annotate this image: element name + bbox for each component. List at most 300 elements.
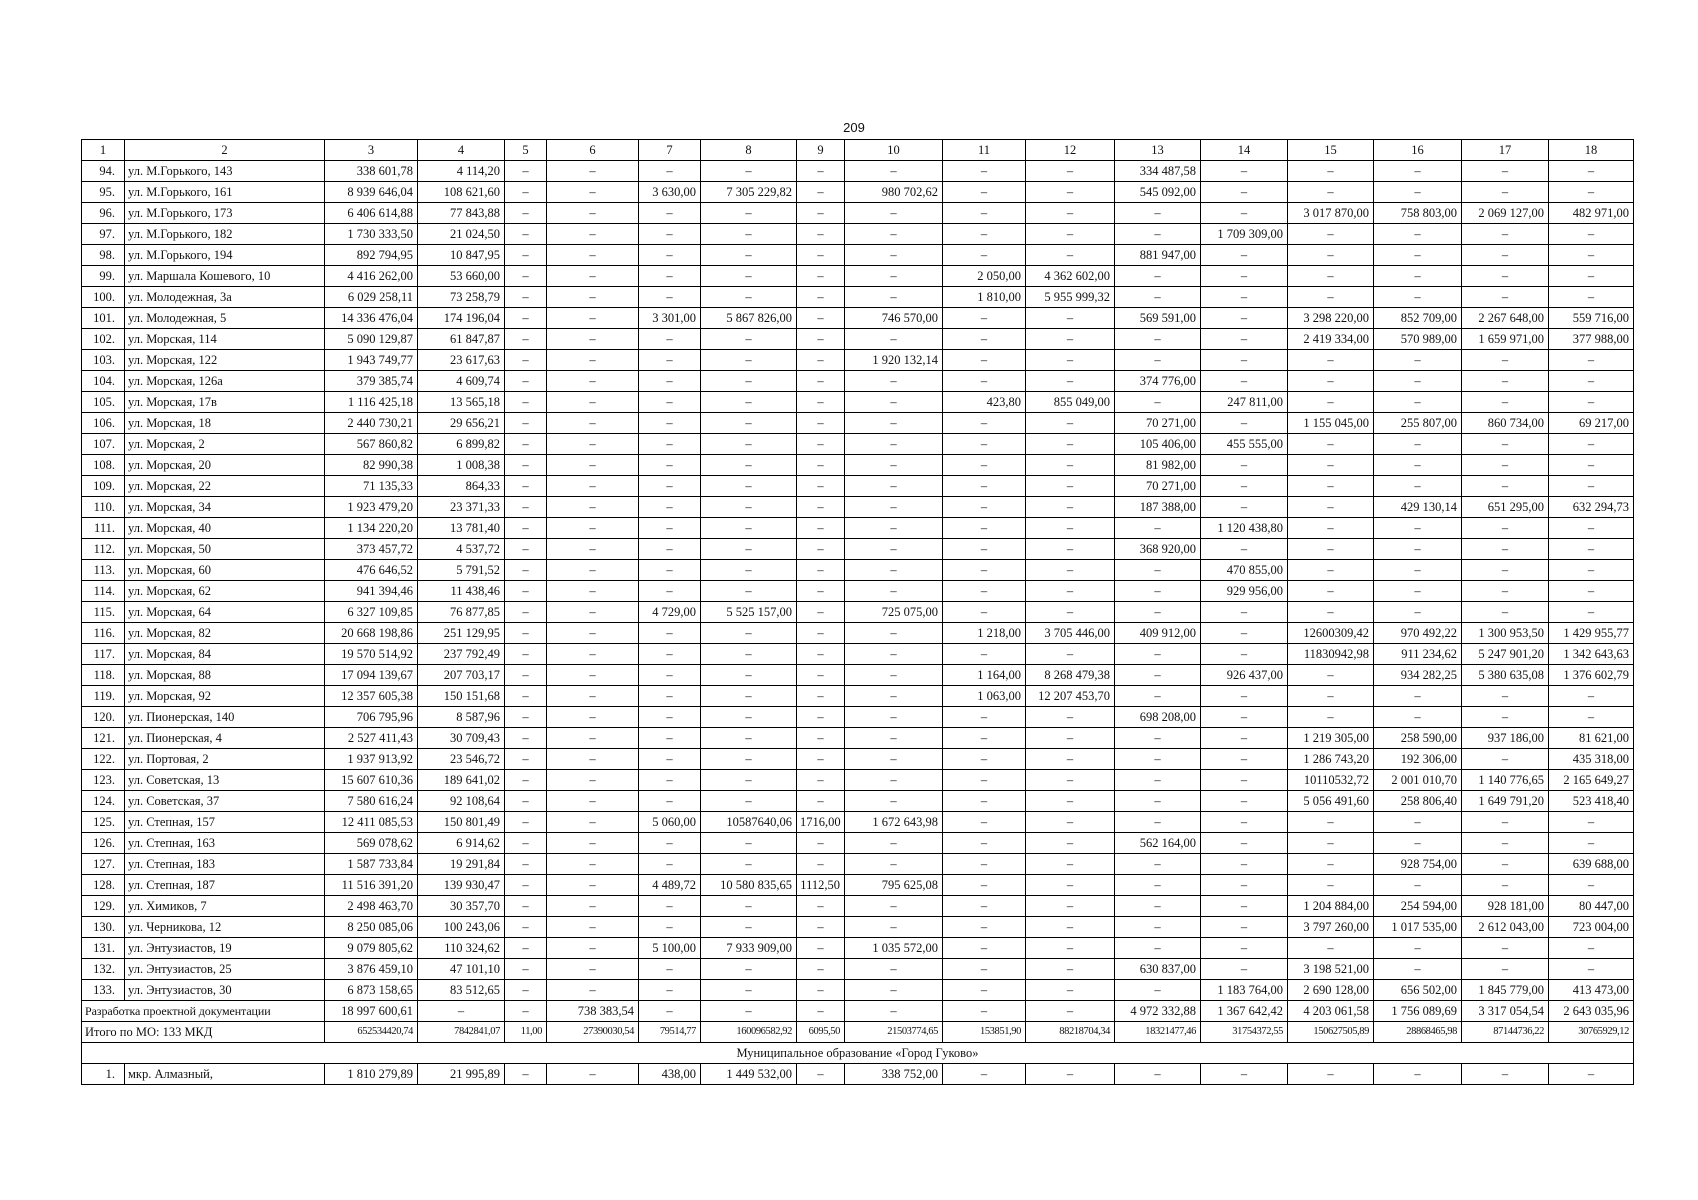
amount-cell: 8 587,96 xyxy=(418,707,505,728)
amount-cell: – xyxy=(1374,539,1462,560)
amount-cell: – xyxy=(1462,455,1549,476)
row-number: 124. xyxy=(82,791,125,812)
amount-cell: – xyxy=(1288,560,1374,581)
amount-cell: – xyxy=(505,749,547,770)
amount-cell: – xyxy=(797,455,845,476)
table-row xyxy=(82,434,1634,455)
table-row xyxy=(82,791,1634,812)
amount-cell: – xyxy=(797,413,845,434)
amount-cell: – xyxy=(547,581,639,602)
amount-cell: – xyxy=(943,560,1026,581)
amount-cell: 338 752,00 xyxy=(845,1064,943,1085)
amount-cell: 20 668 198,86 xyxy=(325,623,418,644)
amount-cell: 1 709 309,00 xyxy=(1201,224,1288,245)
amount-cell: 12600309,42 xyxy=(1288,623,1374,644)
row-number: 112. xyxy=(82,539,125,560)
amount-cell: – xyxy=(505,329,547,350)
amount-cell: 18 997 600,61 xyxy=(325,1001,418,1022)
amount-cell: – xyxy=(547,644,639,665)
amount-cell: – xyxy=(505,434,547,455)
amount-cell: 1 140 776,65 xyxy=(1462,770,1549,791)
amount-cell: – xyxy=(639,245,701,266)
amount-cell: – xyxy=(505,413,547,434)
amount-cell: 80 447,00 xyxy=(1549,896,1634,917)
header-row xyxy=(82,140,1634,161)
amount-cell: – xyxy=(1201,770,1288,791)
amount-cell: – xyxy=(1288,182,1374,203)
amount-cell: – xyxy=(1026,707,1115,728)
total-cell: 30765929,12 xyxy=(1549,1022,1634,1043)
amount-cell: – xyxy=(505,938,547,959)
amount-cell: – xyxy=(1549,875,1634,896)
address-cell: ул. Пионерская, 140 xyxy=(125,707,325,728)
amount-cell: – xyxy=(943,161,1026,182)
amount-cell: – xyxy=(701,770,797,791)
row-number: 95. xyxy=(82,182,125,203)
amount-cell: – xyxy=(1462,686,1549,707)
amount-cell: – xyxy=(701,434,797,455)
amount-cell: – xyxy=(701,833,797,854)
row-number: 108. xyxy=(82,455,125,476)
row-number: 119. xyxy=(82,686,125,707)
amount-cell: 746 570,00 xyxy=(845,308,943,329)
amount-cell: – xyxy=(943,938,1026,959)
column-header-14: 14 xyxy=(1201,140,1288,161)
amount-cell: – xyxy=(797,329,845,350)
amount-cell: – xyxy=(943,182,1026,203)
amount-cell: – xyxy=(1201,602,1288,623)
amount-cell: – xyxy=(1374,1064,1462,1085)
amount-cell: – xyxy=(547,728,639,749)
amount-cell: 1 134 220,20 xyxy=(325,518,418,539)
amount-cell: – xyxy=(1026,875,1115,896)
amount-cell: – xyxy=(1374,161,1462,182)
amount-cell: 698 208,00 xyxy=(1115,707,1201,728)
table-row xyxy=(82,392,1634,413)
amount-cell: – xyxy=(1201,329,1288,350)
column-header-6: 6 xyxy=(547,140,639,161)
amount-cell: 174 196,04 xyxy=(418,308,505,329)
amount-cell: 1 219 305,00 xyxy=(1288,728,1374,749)
amount-cell: – xyxy=(797,182,845,203)
row-number: 107. xyxy=(82,434,125,455)
address-cell: ул. Молодежная, 3а xyxy=(125,287,325,308)
amount-cell: 373 457,72 xyxy=(325,539,418,560)
amount-cell: – xyxy=(505,833,547,854)
amount-cell: 189 641,02 xyxy=(418,770,505,791)
amount-cell: – xyxy=(701,665,797,686)
amount-cell: – xyxy=(701,266,797,287)
amount-cell: – xyxy=(797,728,845,749)
amount-cell: – xyxy=(505,350,547,371)
amount-cell: – xyxy=(943,329,1026,350)
column-header-7: 7 xyxy=(639,140,701,161)
address-cell: ул. М.Горького, 182 xyxy=(125,224,325,245)
amount-cell: – xyxy=(639,749,701,770)
total-row xyxy=(82,1022,1634,1043)
amount-cell: – xyxy=(797,392,845,413)
amount-cell: – xyxy=(797,560,845,581)
amount-cell: – xyxy=(943,224,1026,245)
amount-cell: – xyxy=(547,245,639,266)
row-number: 106. xyxy=(82,413,125,434)
amount-cell: – xyxy=(547,518,639,539)
amount-cell: 5 380 635,08 xyxy=(1462,665,1549,686)
total-cell: 652534420,74 xyxy=(325,1022,418,1043)
amount-cell: – xyxy=(797,707,845,728)
amount-cell: – xyxy=(505,476,547,497)
amount-cell: – xyxy=(1201,812,1288,833)
amount-cell: – xyxy=(1549,812,1634,833)
amount-cell: – xyxy=(1374,182,1462,203)
amount-cell: – xyxy=(547,224,639,245)
amount-cell: – xyxy=(505,161,547,182)
amount-cell: – xyxy=(1201,266,1288,287)
address-cell: ул. Черникова, 12 xyxy=(125,917,325,938)
amount-cell: 377 988,00 xyxy=(1549,329,1634,350)
amount-cell: – xyxy=(505,308,547,329)
amount-cell: – xyxy=(1374,476,1462,497)
amount-cell: 4 416 262,00 xyxy=(325,266,418,287)
address-cell: ул. М.Горького, 143 xyxy=(125,161,325,182)
amount-cell: – xyxy=(797,644,845,665)
amount-cell: 1 672 643,98 xyxy=(845,812,943,833)
amount-cell: 1 730 333,50 xyxy=(325,224,418,245)
column-header-18: 18 xyxy=(1549,140,1634,161)
amount-cell: – xyxy=(547,161,639,182)
table-row xyxy=(82,959,1634,980)
amount-cell: – xyxy=(1374,392,1462,413)
amount-cell: – xyxy=(505,203,547,224)
amount-cell: – xyxy=(797,287,845,308)
address-cell: ул. Энтузиастов, 19 xyxy=(125,938,325,959)
table-row xyxy=(82,686,1634,707)
amount-cell: 11830942,98 xyxy=(1288,644,1374,665)
amount-cell: 928 181,00 xyxy=(1462,896,1549,917)
amount-cell: – xyxy=(845,434,943,455)
amount-cell: – xyxy=(797,539,845,560)
amount-cell: 3 198 521,00 xyxy=(1288,959,1374,980)
amount-cell: – xyxy=(797,770,845,791)
amount-cell: 4 729,00 xyxy=(639,602,701,623)
amount-cell: 81 982,00 xyxy=(1115,455,1201,476)
amount-cell: 3 797 260,00 xyxy=(1288,917,1374,938)
amount-cell: – xyxy=(943,476,1026,497)
amount-cell: – xyxy=(1549,686,1634,707)
amount-cell: – xyxy=(1026,791,1115,812)
amount-cell: – xyxy=(701,791,797,812)
amount-cell: – xyxy=(1115,917,1201,938)
address-cell: ул. Степная, 157 xyxy=(125,812,325,833)
amount-cell: – xyxy=(1201,854,1288,875)
amount-cell: – xyxy=(943,749,1026,770)
amount-cell: 1 164,00 xyxy=(943,665,1026,686)
amount-cell: 6 914,62 xyxy=(418,833,505,854)
design-documentation-row xyxy=(82,1001,1634,1022)
amount-cell: – xyxy=(797,581,845,602)
amount-cell: – xyxy=(943,854,1026,875)
amount-cell: – xyxy=(547,182,639,203)
amount-cell: – xyxy=(639,392,701,413)
amount-cell: 482 971,00 xyxy=(1549,203,1634,224)
amount-cell: 81 621,00 xyxy=(1549,728,1634,749)
amount-cell: 926 437,00 xyxy=(1201,665,1288,686)
address-cell: ул. Морская, 92 xyxy=(125,686,325,707)
amount-cell: – xyxy=(1374,833,1462,854)
amount-cell: – xyxy=(1201,161,1288,182)
amount-cell: 150 801,49 xyxy=(418,812,505,833)
amount-cell: 941 394,46 xyxy=(325,581,418,602)
amount-cell: – xyxy=(1374,266,1462,287)
column-header-1: 1 xyxy=(82,140,125,161)
amount-cell: 1 204 884,00 xyxy=(1288,896,1374,917)
total-cell: 7842841,07 xyxy=(418,1022,505,1043)
amount-cell: – xyxy=(1549,560,1634,581)
amount-cell: 7 933 909,00 xyxy=(701,938,797,959)
table-row xyxy=(82,161,1634,182)
amount-cell: – xyxy=(1462,560,1549,581)
amount-cell: 413 473,00 xyxy=(1549,980,1634,1001)
amount-cell: 15 607 610,36 xyxy=(325,770,418,791)
amount-cell: – xyxy=(1549,434,1634,455)
amount-cell: – xyxy=(505,581,547,602)
amount-cell: – xyxy=(547,665,639,686)
amount-cell: 438,00 xyxy=(639,1064,701,1085)
address-cell: ул. Маршала Кошевого, 10 xyxy=(125,266,325,287)
amount-cell: 429 130,14 xyxy=(1374,497,1462,518)
amount-cell: 10 580 835,65 xyxy=(701,875,797,896)
amount-cell: 1 286 743,20 xyxy=(1288,749,1374,770)
table-row xyxy=(82,854,1634,875)
amount-cell: – xyxy=(1288,287,1374,308)
amount-cell: 8 939 646,04 xyxy=(325,182,418,203)
amount-cell: – xyxy=(1288,350,1374,371)
amount-cell: – xyxy=(943,1064,1026,1085)
table-row xyxy=(82,224,1634,245)
amount-cell: – xyxy=(505,665,547,686)
amount-cell: – xyxy=(1288,476,1374,497)
amount-cell: – xyxy=(505,917,547,938)
amount-cell: – xyxy=(1115,686,1201,707)
amount-cell: – xyxy=(505,518,547,539)
amount-cell: – xyxy=(1115,518,1201,539)
amount-cell: – xyxy=(547,329,639,350)
amount-cell: – xyxy=(547,770,639,791)
amount-cell: – xyxy=(547,434,639,455)
amount-cell: – xyxy=(1201,203,1288,224)
address-cell: ул. Морская, 126а xyxy=(125,371,325,392)
table-row xyxy=(82,896,1634,917)
amount-cell: 4 537,72 xyxy=(418,539,505,560)
amount-cell: – xyxy=(547,833,639,854)
amount-cell: – xyxy=(547,707,639,728)
amount-cell: – xyxy=(1374,875,1462,896)
amount-cell: 5 247 901,20 xyxy=(1462,644,1549,665)
address-cell: ул. Степная, 163 xyxy=(125,833,325,854)
amount-cell: – xyxy=(547,203,639,224)
amount-cell: – xyxy=(1115,854,1201,875)
amount-cell: – xyxy=(547,623,639,644)
amount-cell: – xyxy=(1026,413,1115,434)
amount-cell: – xyxy=(1288,245,1374,266)
amount-cell: – xyxy=(845,959,943,980)
amount-cell: 569 078,62 xyxy=(325,833,418,854)
amount-cell: – xyxy=(845,560,943,581)
amount-cell: 1 342 643,63 xyxy=(1549,644,1634,665)
amount-cell: – xyxy=(1026,518,1115,539)
row-number: 109. xyxy=(82,476,125,497)
amount-cell: – xyxy=(639,665,701,686)
amount-cell: – xyxy=(1115,875,1201,896)
amount-cell: – xyxy=(797,854,845,875)
total-cell: 18321477,46 xyxy=(1115,1022,1201,1043)
row-number: 94. xyxy=(82,161,125,182)
amount-cell: – xyxy=(1288,455,1374,476)
amount-cell: 569 591,00 xyxy=(1115,308,1201,329)
amount-cell: – xyxy=(639,770,701,791)
amount-cell: – xyxy=(1288,371,1374,392)
amount-cell: – xyxy=(1026,245,1115,266)
address-cell: ул. Портовая, 2 xyxy=(125,749,325,770)
amount-cell: – xyxy=(1026,203,1115,224)
amount-cell: 2 440 730,21 xyxy=(325,413,418,434)
address-cell: ул. Морская, 17в xyxy=(125,392,325,413)
amount-cell: 1 659 971,00 xyxy=(1462,329,1549,350)
table-row xyxy=(82,581,1634,602)
amount-cell: – xyxy=(797,791,845,812)
column-header-11: 11 xyxy=(943,140,1026,161)
amount-cell: 860 734,00 xyxy=(1462,413,1549,434)
amount-cell: – xyxy=(1201,308,1288,329)
total-cell: 27390030,54 xyxy=(547,1022,639,1043)
total-cell: 87144736,22 xyxy=(1462,1022,1549,1043)
amount-cell: 1112,50 xyxy=(797,875,845,896)
amount-cell: 455 555,00 xyxy=(1201,434,1288,455)
amount-cell: – xyxy=(1115,665,1201,686)
amount-cell: – xyxy=(1115,287,1201,308)
table-row xyxy=(82,476,1634,497)
amount-cell: – xyxy=(505,224,547,245)
row-number: 116. xyxy=(82,623,125,644)
amount-cell: – xyxy=(797,476,845,497)
amount-cell: 4 362 602,00 xyxy=(1026,266,1115,287)
amount-cell: 928 754,00 xyxy=(1374,854,1462,875)
amount-cell: 632 294,73 xyxy=(1549,497,1634,518)
amount-cell: – xyxy=(701,476,797,497)
row-number: 98. xyxy=(82,245,125,266)
amount-cell: – xyxy=(505,896,547,917)
amount-cell: 934 282,25 xyxy=(1374,665,1462,686)
amount-cell: 1 943 749,77 xyxy=(325,350,418,371)
amount-cell: – xyxy=(845,224,943,245)
amount-cell: 6 327 109,85 xyxy=(325,602,418,623)
amount-cell: – xyxy=(701,245,797,266)
row-number: 111. xyxy=(82,518,125,539)
amount-cell: 53 660,00 xyxy=(418,266,505,287)
amount-cell: 1 367 642,42 xyxy=(1201,1001,1288,1022)
amount-cell: – xyxy=(701,413,797,434)
row-number: 118. xyxy=(82,665,125,686)
row-number: 104. xyxy=(82,371,125,392)
amount-cell: – xyxy=(797,350,845,371)
amount-cell: – xyxy=(1374,371,1462,392)
amount-cell: – xyxy=(943,896,1026,917)
amount-cell: – xyxy=(1026,833,1115,854)
address-cell: ул. Энтузиастов, 25 xyxy=(125,959,325,980)
amount-cell: 1 063,00 xyxy=(943,686,1026,707)
address-cell: ул. Молодежная, 5 xyxy=(125,308,325,329)
amount-cell: – xyxy=(639,350,701,371)
amount-cell: – xyxy=(943,434,1026,455)
amount-cell: – xyxy=(845,623,943,644)
table-row xyxy=(82,749,1634,770)
amount-cell: 338 601,78 xyxy=(325,161,418,182)
amount-cell: – xyxy=(1549,161,1634,182)
amount-cell: – xyxy=(845,686,943,707)
amount-cell: – xyxy=(943,812,1026,833)
address-cell: ул. Морская, 62 xyxy=(125,581,325,602)
amount-cell: – xyxy=(943,539,1026,560)
amount-cell: 4 609,74 xyxy=(418,371,505,392)
amount-cell: 1 035 572,00 xyxy=(845,938,943,959)
amount-cell: – xyxy=(943,707,1026,728)
amount-cell: – xyxy=(547,980,639,1001)
table-row xyxy=(82,833,1634,854)
amount-cell: – xyxy=(547,896,639,917)
amount-cell: – xyxy=(1115,791,1201,812)
table-row xyxy=(82,707,1634,728)
amount-cell: 82 990,38 xyxy=(325,455,418,476)
amount-cell: – xyxy=(797,371,845,392)
amount-cell: 855 049,00 xyxy=(1026,392,1115,413)
amount-cell: – xyxy=(1462,812,1549,833)
address-cell: ул. Степная, 183 xyxy=(125,854,325,875)
amount-cell: 980 702,62 xyxy=(845,182,943,203)
amount-cell: – xyxy=(1288,581,1374,602)
amount-cell: – xyxy=(1201,686,1288,707)
amount-cell: 929 956,00 xyxy=(1201,581,1288,602)
table-row xyxy=(82,875,1634,896)
address-cell: ул. Морская, 114 xyxy=(125,329,325,350)
amount-cell: – xyxy=(1288,938,1374,959)
amount-cell: – xyxy=(547,560,639,581)
amount-cell: – xyxy=(1115,1064,1201,1085)
amount-cell: – xyxy=(505,182,547,203)
amount-cell: – xyxy=(845,497,943,518)
amount-cell: 3 298 220,00 xyxy=(1288,308,1374,329)
amount-cell: 251 129,95 xyxy=(418,623,505,644)
amount-cell: – xyxy=(639,581,701,602)
amount-cell: 70 271,00 xyxy=(1115,413,1201,434)
amount-cell: – xyxy=(1026,182,1115,203)
column-header-5: 5 xyxy=(505,140,547,161)
amount-cell: – xyxy=(1115,203,1201,224)
amount-cell: – xyxy=(547,308,639,329)
row-label: Разработка проектной документации xyxy=(82,1001,325,1022)
amount-cell: – xyxy=(1549,938,1634,959)
address-cell: ул. Морская, 22 xyxy=(125,476,325,497)
amount-cell: 1 218,00 xyxy=(943,623,1026,644)
amount-cell: 12 207 453,70 xyxy=(1026,686,1115,707)
amount-cell: – xyxy=(1026,917,1115,938)
amount-cell: 11 438,46 xyxy=(418,581,505,602)
amount-cell: – xyxy=(1201,791,1288,812)
amount-cell: 6 029 258,11 xyxy=(325,287,418,308)
column-header-13: 13 xyxy=(1115,140,1201,161)
table-row xyxy=(82,455,1634,476)
amount-cell: 1 429 955,77 xyxy=(1549,623,1634,644)
amount-cell: – xyxy=(1115,644,1201,665)
